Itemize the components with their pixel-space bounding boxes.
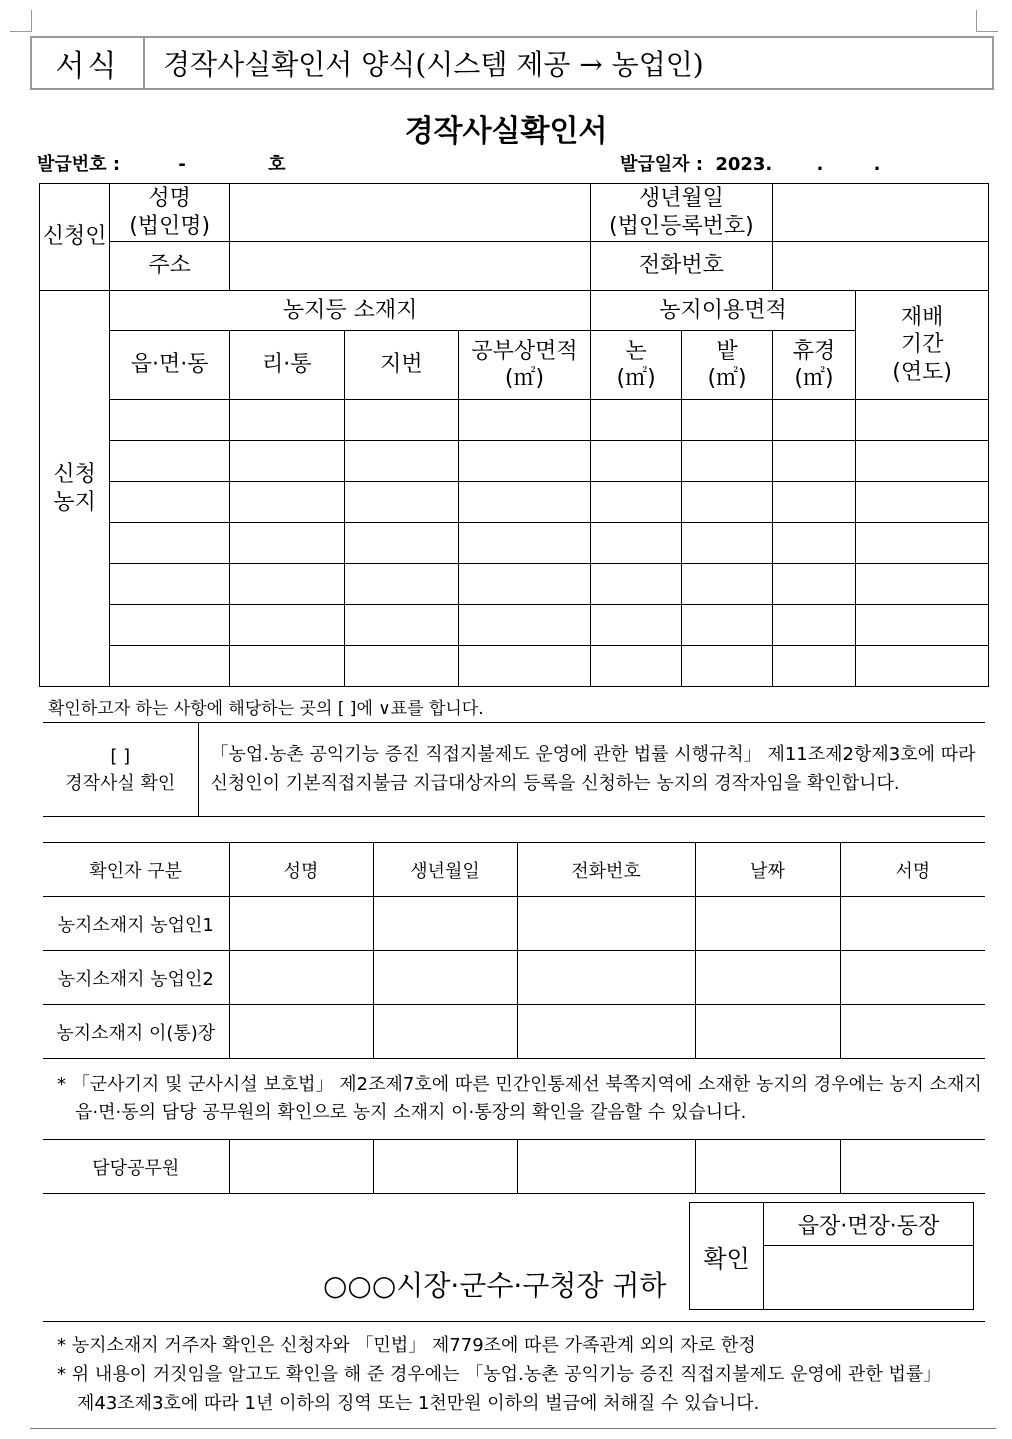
cell[interactable] xyxy=(517,1005,695,1059)
cell[interactable] xyxy=(229,441,344,482)
cell[interactable] xyxy=(373,1005,517,1059)
cell[interactable] xyxy=(590,646,681,687)
cell[interactable] xyxy=(229,605,344,646)
cell[interactable] xyxy=(840,1140,985,1194)
cell[interactable] xyxy=(344,482,459,523)
issue-number-label: 발급번호 : xyxy=(37,154,121,175)
cell[interactable] xyxy=(344,400,459,441)
name-label-sub: (법인명) xyxy=(129,213,211,239)
name-label-main: 성명 xyxy=(148,186,191,211)
cell[interactable] xyxy=(682,400,772,441)
verifier-header-row xyxy=(43,843,985,897)
confirmation-checkbox[interactable]: [ ] xyxy=(110,745,131,767)
verifier-header-phone: 전화번호 xyxy=(517,843,695,897)
cell[interactable] xyxy=(459,482,591,523)
cell[interactable] xyxy=(856,646,989,687)
cell[interactable] xyxy=(344,523,459,564)
col-field-unit: (㎡) xyxy=(707,366,747,391)
cell[interactable] xyxy=(856,523,989,564)
applicant-section-label: 신청인 xyxy=(40,184,110,291)
farmland-row xyxy=(40,605,989,646)
verifier-header-name: 성명 xyxy=(229,843,373,897)
cell[interactable] xyxy=(459,523,591,564)
cell[interactable] xyxy=(373,1140,517,1194)
verifier-header-signature: 서명 xyxy=(840,843,985,897)
confirmation-label: 경작사실 확인 xyxy=(65,772,176,794)
farmland-row xyxy=(40,646,989,687)
confirmation-table xyxy=(43,722,985,817)
col-official-area xyxy=(459,331,591,400)
confirmation-text-line-2: 신청인이 기본직접지불금 지급대상자의 등록을 신청하는 농지의 경작자임을 확인합니다. xyxy=(210,772,900,794)
verifier-header-type: 확인자 구분 xyxy=(43,843,229,897)
cell[interactable] xyxy=(772,441,855,482)
cell[interactable] xyxy=(110,441,230,482)
document-title: 경작사실확인서 xyxy=(404,114,608,149)
issue-date xyxy=(620,150,881,176)
issue-date-day: . xyxy=(873,154,881,175)
cell[interactable] xyxy=(229,400,344,441)
cell[interactable] xyxy=(590,605,681,646)
form-code: 서식 xyxy=(32,38,145,88)
cell[interactable] xyxy=(682,523,772,564)
cell[interactable] xyxy=(229,523,344,564)
cell[interactable] xyxy=(459,564,591,605)
cell[interactable] xyxy=(110,400,230,441)
phone-label: 전화번호 xyxy=(590,242,772,291)
cell[interactable] xyxy=(344,441,459,482)
addressee: ○○○시장·군수·구청장 귀하 xyxy=(323,1269,667,1302)
cell[interactable] xyxy=(459,441,591,482)
farmland-row xyxy=(40,564,989,605)
cell[interactable] xyxy=(459,400,591,441)
cell[interactable] xyxy=(344,605,459,646)
period-header-line-2: 기간 xyxy=(900,332,944,358)
col-jibun: 지번 xyxy=(344,331,459,400)
confirm-stamp-area[interactable] xyxy=(764,1246,973,1309)
cell[interactable] xyxy=(695,897,840,951)
col-paddy xyxy=(590,331,681,400)
footnote-line-3: 제43조제3호에 따라 1년 이하의 징역 또는 1천만원 이하의 벌금에 처해질 수 있습니다. xyxy=(77,1392,760,1414)
cell[interactable] xyxy=(459,605,591,646)
confirm-stamp-right xyxy=(764,1203,973,1309)
official-label: 담당공무원 xyxy=(43,1140,229,1194)
issue-date-year: 2023. xyxy=(715,154,773,175)
farmland-row xyxy=(40,400,989,441)
cell[interactable] xyxy=(517,951,695,1005)
cell[interactable] xyxy=(682,605,772,646)
verifier-type-farmer-2: 농지소재지 농업인2 xyxy=(43,951,229,1005)
verifier-row xyxy=(43,1005,985,1059)
verifier-table xyxy=(43,842,985,1059)
cell[interactable] xyxy=(590,400,681,441)
cell[interactable] xyxy=(695,951,840,1005)
cell[interactable] xyxy=(344,564,459,605)
cell[interactable] xyxy=(590,523,681,564)
confirm-stamp-head: 읍장·면장·동장 xyxy=(764,1203,973,1246)
cell[interactable] xyxy=(110,523,230,564)
cell[interactable] xyxy=(229,897,373,951)
usage-area-header: 농지이용면적 xyxy=(590,291,855,331)
cell[interactable] xyxy=(459,646,591,687)
issue-number-dash: - xyxy=(178,154,186,175)
cultivation-period-header xyxy=(856,291,989,400)
form-header xyxy=(30,36,994,90)
verifier-row xyxy=(43,897,985,951)
name-label xyxy=(110,184,230,242)
col-paddy-label: 논 xyxy=(625,338,647,364)
cell[interactable] xyxy=(229,482,344,523)
cell[interactable] xyxy=(840,897,985,951)
verifier-row xyxy=(43,951,985,1005)
address-field[interactable] xyxy=(229,242,590,291)
confirmation-label-cell xyxy=(43,723,198,817)
cell[interactable] xyxy=(856,564,989,605)
application-table xyxy=(39,183,989,687)
issue-number xyxy=(37,150,285,176)
cell[interactable] xyxy=(695,1005,840,1059)
cell[interactable] xyxy=(229,951,373,1005)
cell[interactable] xyxy=(772,564,855,605)
farmland-section-label xyxy=(40,291,110,687)
col-paddy-unit: (㎡) xyxy=(616,366,656,391)
cell[interactable] xyxy=(856,400,989,441)
cell[interactable] xyxy=(682,441,772,482)
crop-mark-top-right xyxy=(976,10,998,32)
name-field[interactable] xyxy=(229,184,590,242)
col-fallow xyxy=(772,331,855,400)
cell[interactable] xyxy=(856,482,989,523)
farmland-row xyxy=(40,482,989,523)
cell[interactable] xyxy=(772,523,855,564)
phone-field[interactable] xyxy=(772,242,988,291)
cell[interactable] xyxy=(590,564,681,605)
col-fallow-label: 휴경 xyxy=(792,338,836,364)
cell[interactable] xyxy=(229,1005,373,1059)
confirmation-text-line-1: 「농업.농촌 공익기능 증진 직접지불제도 운영에 관한 법률 시행규칙」 제11조제2항제3호에 따라 xyxy=(210,743,976,765)
col-eup-myeon-dong: 읍·면·동 xyxy=(110,331,230,400)
cell[interactable] xyxy=(590,441,681,482)
verifier-type-farmer-1: 농지소재지 농업인1 xyxy=(43,897,229,951)
col-field-label: 밭 xyxy=(716,338,738,364)
form-header-title: 경작사실확인서 양식(시스템 제공 → 농업인) xyxy=(163,48,704,81)
footnote-line-1: * 농지소재지 거주자 확인은 신청자와 「민법」 제779조에 따른 가족관계 외의 자로 한정 xyxy=(57,1335,756,1356)
confirm-stamp-box xyxy=(689,1202,974,1310)
col-official-area-label: 공부상면적 xyxy=(471,338,578,364)
cell[interactable] xyxy=(772,400,855,441)
cell[interactable] xyxy=(229,564,344,605)
confirm-stamp-label: 확인 xyxy=(690,1203,764,1309)
farmland-section-label-1: 신청 xyxy=(53,462,96,487)
cell[interactable] xyxy=(856,605,989,646)
birth-label xyxy=(590,184,772,242)
military-note-line-1: * 「군사기지 및 군사시설 보호법」 제2조제7호에 따른 민간인통제선 북쪽지역에 소재한 농지의 경우에는 농지 소재지 xyxy=(57,1074,982,1095)
cell[interactable] xyxy=(682,482,772,523)
military-note-line-2: 읍·면·동의 담당 공무원의 확인으로 농지 소재지 이·통장의 확인을 갈음할 수 있습니다. xyxy=(75,1101,747,1123)
location-header: 농지등 소재지 xyxy=(110,291,591,331)
verifier-header-date: 날짜 xyxy=(695,843,840,897)
verifier-header-birth: 생년월일 xyxy=(373,843,517,897)
cell[interactable] xyxy=(590,482,681,523)
cell[interactable] xyxy=(229,1140,373,1194)
issue-number-suffix: 호 xyxy=(268,154,286,175)
cell[interactable] xyxy=(517,1140,695,1194)
col-fallow-unit: (㎡) xyxy=(794,366,834,391)
cell[interactable] xyxy=(682,646,772,687)
verifier-type-village-head: 농지소재지 이(통)장 xyxy=(43,1005,229,1059)
cell[interactable] xyxy=(110,646,230,687)
cell[interactable] xyxy=(110,564,230,605)
official-row xyxy=(43,1140,985,1194)
cell[interactable] xyxy=(373,951,517,1005)
confirmation-text xyxy=(198,723,985,817)
cell[interactable] xyxy=(373,897,517,951)
cell[interactable] xyxy=(840,1005,985,1059)
birth-field[interactable] xyxy=(772,184,988,242)
cell[interactable] xyxy=(695,1140,840,1194)
cell[interactable] xyxy=(229,646,344,687)
cell[interactable] xyxy=(110,482,230,523)
col-field xyxy=(682,331,772,400)
period-header-line-1: 재배 xyxy=(900,304,944,330)
issue-date-label: 발급일자 : xyxy=(620,154,704,175)
birth-label-main: 생년월일 xyxy=(638,186,724,211)
instruction-text: 확인하고자 하는 사항에 해당하는 곳의 [ ]에 ∨표를 합니다. xyxy=(48,699,484,719)
cell[interactable] xyxy=(682,564,772,605)
cell[interactable] xyxy=(110,605,230,646)
footnote-line-2: * 위 내용이 거짓임을 알고도 확인을 해 준 경우에는 「농업.농촌 공익기능 증진 직접지불제도 운영에 관한 법률」 xyxy=(57,1363,942,1385)
farmland-section-label-2: 농지 xyxy=(53,489,96,515)
issue-date-month: . xyxy=(816,154,824,175)
cell[interactable] xyxy=(772,605,855,646)
address-label: 주소 xyxy=(110,242,230,291)
military-note xyxy=(57,1071,982,1127)
crop-mark-top-left xyxy=(10,10,32,32)
divider xyxy=(43,1321,985,1322)
cell[interactable] xyxy=(772,482,855,523)
cell[interactable] xyxy=(517,897,695,951)
cell[interactable] xyxy=(772,646,855,687)
farmland-row xyxy=(40,441,989,482)
cell[interactable] xyxy=(856,441,989,482)
col-ri-tong: 리·통 xyxy=(229,331,344,400)
cell[interactable] xyxy=(344,646,459,687)
official-table xyxy=(43,1139,985,1194)
birth-label-sub: (법인등록번호) xyxy=(608,213,754,239)
footnotes xyxy=(57,1332,941,1418)
period-header-line-3: (연도) xyxy=(892,359,952,385)
cell[interactable] xyxy=(840,951,985,1005)
col-official-area-unit: (㎡) xyxy=(504,366,545,391)
bottom-rule xyxy=(30,1428,996,1429)
farmland-row xyxy=(40,523,989,564)
